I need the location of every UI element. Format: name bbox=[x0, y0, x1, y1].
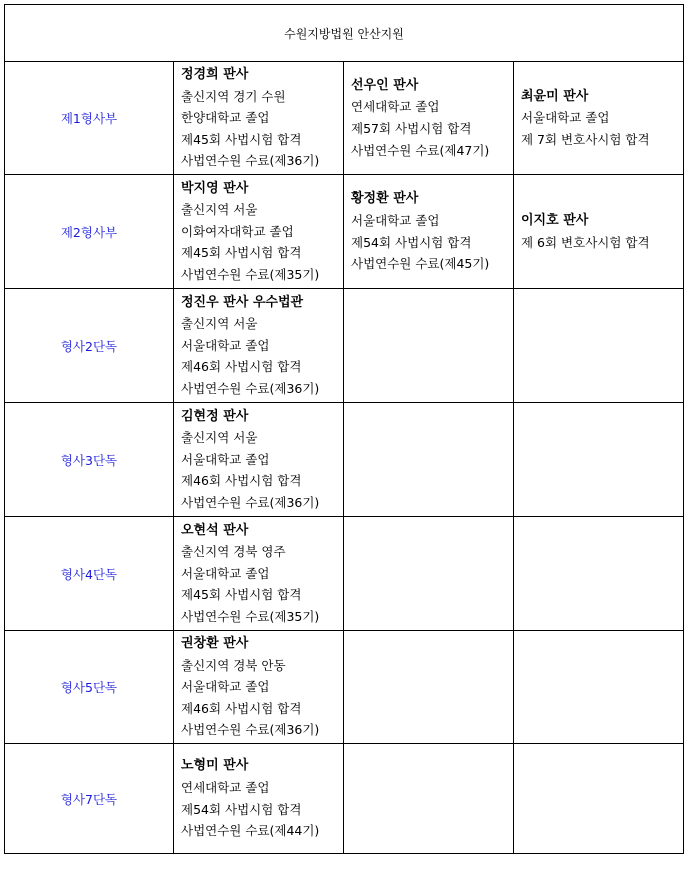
judge-detail: 제45회 사법시험 합격 bbox=[181, 587, 302, 603]
judge-cell bbox=[174, 517, 344, 631]
judge-cell bbox=[174, 631, 344, 744]
judge-detail: 사법연수원 수료(제35기) bbox=[181, 608, 320, 624]
empty-cell bbox=[514, 631, 684, 744]
judge-name: 황정환 판사 bbox=[351, 191, 419, 207]
judge-name: 박지영 판사 bbox=[181, 180, 249, 196]
judge-cell bbox=[174, 289, 344, 403]
empty-cell bbox=[514, 403, 684, 517]
division-row bbox=[5, 62, 684, 175]
judge-cell bbox=[514, 175, 684, 289]
judge-detail: 연세대학교 졸업 bbox=[181, 779, 270, 795]
judge-name: 김현정 판사 bbox=[181, 408, 249, 424]
judge-detail: 사법연수원 수료(제36기) bbox=[181, 380, 320, 396]
judge-detail: 출신지역 서울 bbox=[181, 430, 258, 446]
judge-detail: 제 7회 변호사시험 합격 bbox=[521, 131, 650, 147]
judge-detail: 제54회 사법시험 합격 bbox=[181, 801, 302, 817]
judge-name: 정진우 판사 우수법관 bbox=[181, 294, 304, 310]
judge-detail: 이화여자대학교 졸업 bbox=[181, 223, 294, 239]
judge-detail: 제46회 사법시험 합격 bbox=[181, 359, 302, 375]
judge-detail: 제57회 사법시험 합격 bbox=[351, 121, 472, 136]
judge-name: 권창환 판사 bbox=[181, 636, 249, 652]
judge-detail: 사법연수원 수료(제45기) bbox=[351, 256, 490, 272]
division-row bbox=[5, 517, 684, 631]
empty-cell bbox=[514, 744, 684, 854]
judge-detail: 사법연수원 수료(제44기) bbox=[181, 823, 320, 839]
judge-detail: 서울대학교 졸업 bbox=[181, 451, 270, 467]
empty-cell bbox=[344, 744, 514, 854]
judge-name: 최윤미 판사 bbox=[521, 88, 589, 104]
judge-cell bbox=[174, 744, 344, 854]
judge-detail: 연세대학교 졸업 bbox=[351, 99, 440, 115]
division-row bbox=[5, 744, 684, 854]
judge-detail: 출신지역 경기 수원 bbox=[181, 88, 286, 104]
court-judges-table bbox=[4, 4, 684, 854]
judge-detail: 서울대학교 졸업 bbox=[521, 110, 610, 126]
judge-detail: 사법연수원 수료(제47기) bbox=[351, 142, 490, 158]
judge-detail: 한양대학교 졸업 bbox=[181, 110, 270, 126]
division-label: 형사5단독 bbox=[5, 631, 174, 744]
division-row bbox=[5, 175, 684, 289]
division-row bbox=[5, 403, 684, 517]
judge-cell bbox=[514, 62, 684, 175]
judge-detail: 출신지역 서울 bbox=[181, 316, 258, 332]
judge-detail: 제45회 사법시험 합격 bbox=[181, 131, 302, 147]
judge-name: 이지호 판사 bbox=[521, 212, 589, 228]
judge-detail: 제46회 사법시험 합격 bbox=[181, 700, 302, 716]
judge-name: 정경희 판사 bbox=[181, 67, 249, 83]
empty-cell bbox=[344, 631, 514, 744]
court-title: 수원지방법원 안산지원 bbox=[5, 5, 684, 62]
judge-cell bbox=[344, 62, 514, 175]
empty-cell bbox=[514, 517, 684, 631]
division-label: 제2형사부 bbox=[5, 175, 174, 289]
judge-detail: 서울대학교 졸업 bbox=[181, 565, 270, 581]
judge-detail: 제45회 사법시험 합격 bbox=[181, 245, 302, 261]
judge-cell bbox=[174, 175, 344, 289]
judge-name: 오현석 판사 bbox=[181, 522, 249, 538]
judge-detail: 서울대학교 졸업 bbox=[351, 212, 440, 228]
empty-cell bbox=[514, 289, 684, 403]
judge-detail: 사법연수원 수료(제36기) bbox=[181, 722, 320, 738]
judge-detail: 사법연수원 수료(제36기) bbox=[181, 494, 320, 510]
empty-cell bbox=[344, 517, 514, 631]
judge-detail: 사법연수원 수료(제35기) bbox=[181, 266, 320, 282]
division-label: 형사2단독 bbox=[5, 289, 174, 403]
division-label: 형사4단독 bbox=[5, 517, 174, 631]
judge-detail: 출신지역 경북 안동 bbox=[181, 657, 286, 673]
judge-name: 선우인 판사 bbox=[351, 77, 419, 93]
empty-cell bbox=[344, 289, 514, 403]
division-row bbox=[5, 289, 684, 403]
judge-detail: 출신지역 서울 bbox=[181, 202, 258, 218]
judge-detail: 제46회 사법시험 합격 bbox=[181, 473, 302, 489]
division-row bbox=[5, 631, 684, 744]
division-label: 제1형사부 bbox=[5, 62, 174, 175]
judge-cell bbox=[344, 175, 514, 289]
judge-detail: 제 6회 변호사시험 합격 bbox=[521, 234, 650, 250]
division-label: 형사7단독 bbox=[5, 744, 174, 854]
judge-cell bbox=[174, 62, 344, 175]
judge-detail: 서울대학교 졸업 bbox=[181, 679, 270, 695]
judge-detail: 사법연수원 수료(제36기) bbox=[181, 153, 320, 169]
title-row bbox=[5, 5, 684, 62]
judge-detail: 출신지역 경북 영주 bbox=[181, 544, 286, 560]
division-label: 형사3단독 bbox=[5, 403, 174, 517]
judge-cell bbox=[174, 403, 344, 517]
judge-detail: 제54회 사법시험 합격 bbox=[351, 234, 472, 250]
judge-name: 노형미 판사 bbox=[181, 758, 249, 774]
judge-detail: 서울대학교 졸업 bbox=[181, 337, 270, 353]
empty-cell bbox=[344, 403, 514, 517]
